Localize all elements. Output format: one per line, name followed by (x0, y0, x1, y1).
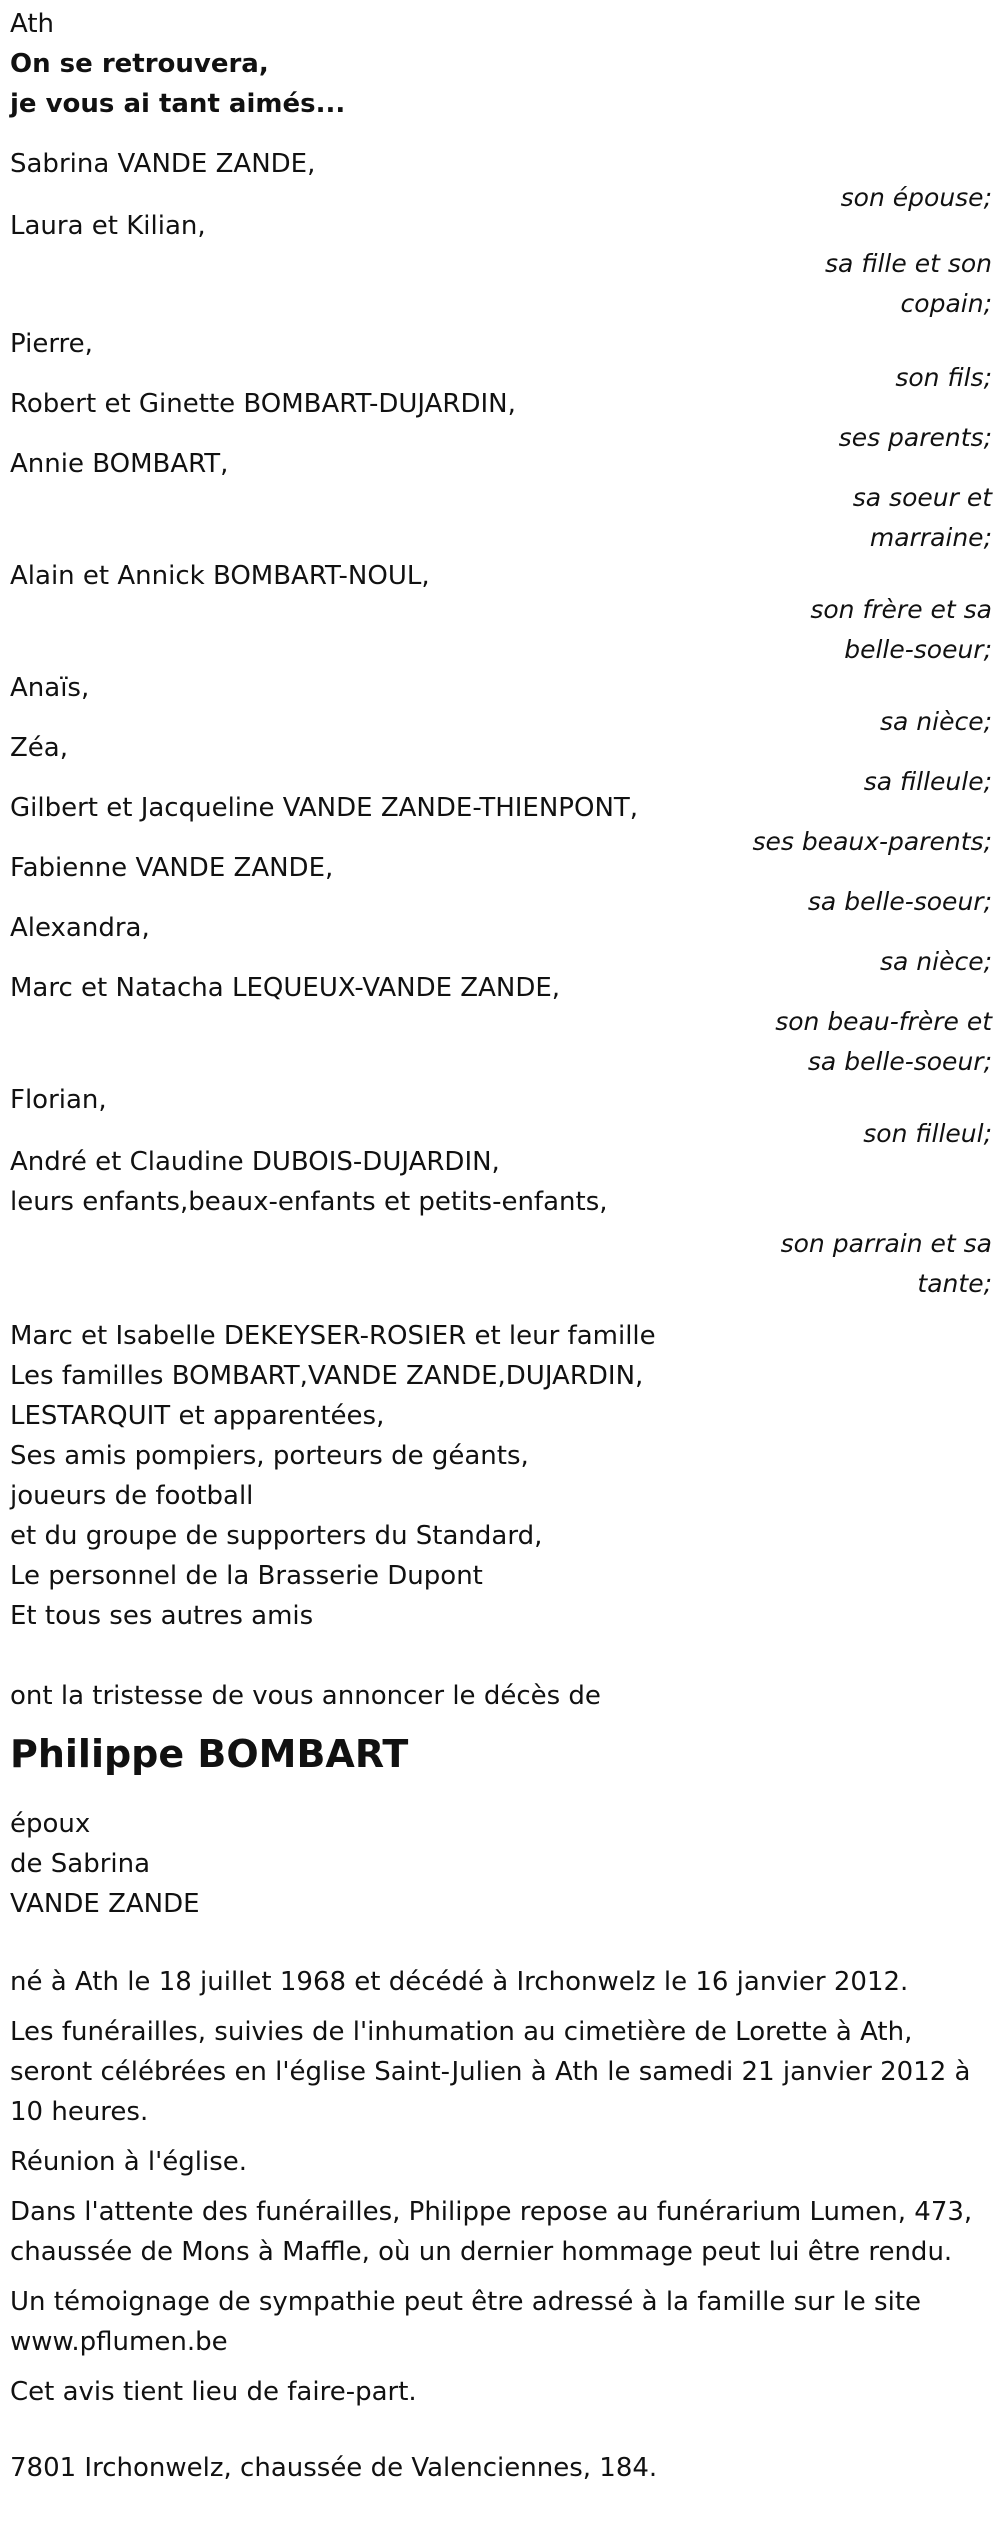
sympathy-text (10, 2282, 992, 2362)
family-entry (10, 968, 992, 1082)
family-relation: ses beaux-parents; (752, 827, 992, 856)
family-entry (10, 206, 992, 324)
family-relation: sa nièce; (879, 947, 992, 976)
website-link[interactable]: www.pflumen.be (10, 2327, 228, 2357)
family-name: Anaïs, (10, 673, 90, 703)
family-relation: son filleul; (863, 1119, 992, 1148)
funeral-text (10, 2012, 992, 2132)
family-relation: son parrain et sa tante; (780, 1229, 992, 1298)
others-line: LESTARQUIT et apparentées, (10, 1401, 385, 1431)
family-name: Laura et Kilian, (10, 211, 206, 241)
family-relation: sa nièce; (879, 707, 992, 736)
family-relation: son frère et sa belle-soeur; (810, 595, 992, 664)
meeting-text: Réunion à l'église. (10, 2147, 248, 2177)
family-name: Robert et Ginette BOMBART-DUJARDIN, (10, 389, 516, 419)
family-name: Marc et Natacha LEQUEUX-VANDE ZANDE, (10, 973, 561, 1003)
quote-line-2: je vous ai tant aimés... (10, 89, 346, 119)
others-line: joueurs de football (10, 1481, 254, 1511)
family-list (10, 144, 992, 1304)
details-block (10, 1962, 992, 2488)
family-entry-dubois (10, 1142, 992, 1304)
header (10, 4, 992, 124)
others-line: et du groupe de supporters du Standard, (10, 1521, 543, 1551)
family-relation: son épouse; (840, 183, 992, 212)
family-entry (10, 556, 992, 670)
family-relation: sa belle-soeur; (807, 887, 992, 916)
others-line: Ses amis pompiers, porteurs de géants, (10, 1441, 529, 1471)
family-name: Florian, (10, 1085, 107, 1115)
place-name: Ath (10, 9, 55, 39)
others-line: Le personnel de la Brasserie Dupont (10, 1561, 483, 1591)
spouse-block (10, 1804, 992, 1924)
family-name: Gilbert et Jacqueline VANDE ZANDE-THIENPONT, (10, 793, 639, 823)
deceased-name: Philippe BOMBART (10, 1732, 409, 1776)
others-line: Et tous ses autres amis (10, 1601, 314, 1631)
family-name: Zéa, (10, 733, 69, 763)
rest-line-2: chaussée de Mons à Maffle, où un dernier hommage peut lui être rendu. (10, 2237, 953, 2267)
family-name: Pierre, (10, 329, 93, 359)
family-relation: son fils; (895, 363, 992, 392)
spouse-line-1: époux (10, 1809, 91, 1839)
others-line: Les familles BOMBART,VANDE ZANDE,DUJARDIN, (10, 1361, 644, 1391)
birth-death-text: né à Ath le 18 juillet 1968 et décédé à Irchonwelz le 16 janvier 2012. (10, 1967, 909, 1997)
family-relation: sa fille et son copain; (825, 249, 992, 318)
family-relation: ses parents; (838, 423, 992, 452)
rest-line-1: Dans l'attente des funérailles, Philippe repose au funérarium Lumen, 473, (10, 2197, 973, 2227)
family-name: Annie BOMBART, (10, 449, 229, 479)
family-entry (10, 444, 992, 558)
funeral-line-3: 10 heures. (10, 2097, 149, 2127)
family-name: Alain et Annick BOMBART-NOUL, (10, 561, 430, 591)
family-name: Fabienne VANDE ZANDE, (10, 853, 334, 883)
spouse-line-2: de Sabrina (10, 1849, 151, 1879)
quote-line-1: On se retrouvera, (10, 49, 269, 79)
spouse-line-3: VANDE ZANDE (10, 1889, 200, 1919)
funeral-line-1: Les funérailles, suivies de l'inhumation au cimetière de Lorette à Ath, (10, 2017, 913, 2047)
family-name: André et Claudine DUBOIS-DUJARDIN, (10, 1147, 500, 1177)
notice-text: Cet avis tient lieu de faire-part. (10, 2377, 417, 2407)
family-name: Sabrina VANDE ZANDE, (10, 149, 316, 179)
rest-text (10, 2192, 992, 2272)
announcement-text: ont la tristesse de vous annoncer le décès de (10, 1681, 601, 1711)
family-name: Alexandra, (10, 913, 150, 943)
others-line: Marc et Isabelle DEKEYSER-ROSIER et leur famille (10, 1321, 656, 1351)
others-list (10, 1316, 992, 1636)
funeral-line-2: seront célébrées en l'église Saint-Julien à Ath le samedi 21 janvier 2012 à (10, 2057, 971, 2087)
family-relation: son beau-frère et sa belle-soeur; (775, 1007, 992, 1076)
family-relation: sa soeur et marraine; (852, 483, 992, 552)
family-descendants: leurs enfants,beaux-enfants et petits-enfants, (10, 1187, 608, 1217)
obituary-notice (10, 4, 992, 2488)
sympathy-line-1: Un témoignage de sympathie peut être adressé à la famille sur le site (10, 2287, 922, 2317)
family-relation: sa filleule; (863, 767, 992, 796)
address-text: 7801 Irchonwelz, chaussée de Valenciennes, 184. (10, 2453, 658, 2483)
